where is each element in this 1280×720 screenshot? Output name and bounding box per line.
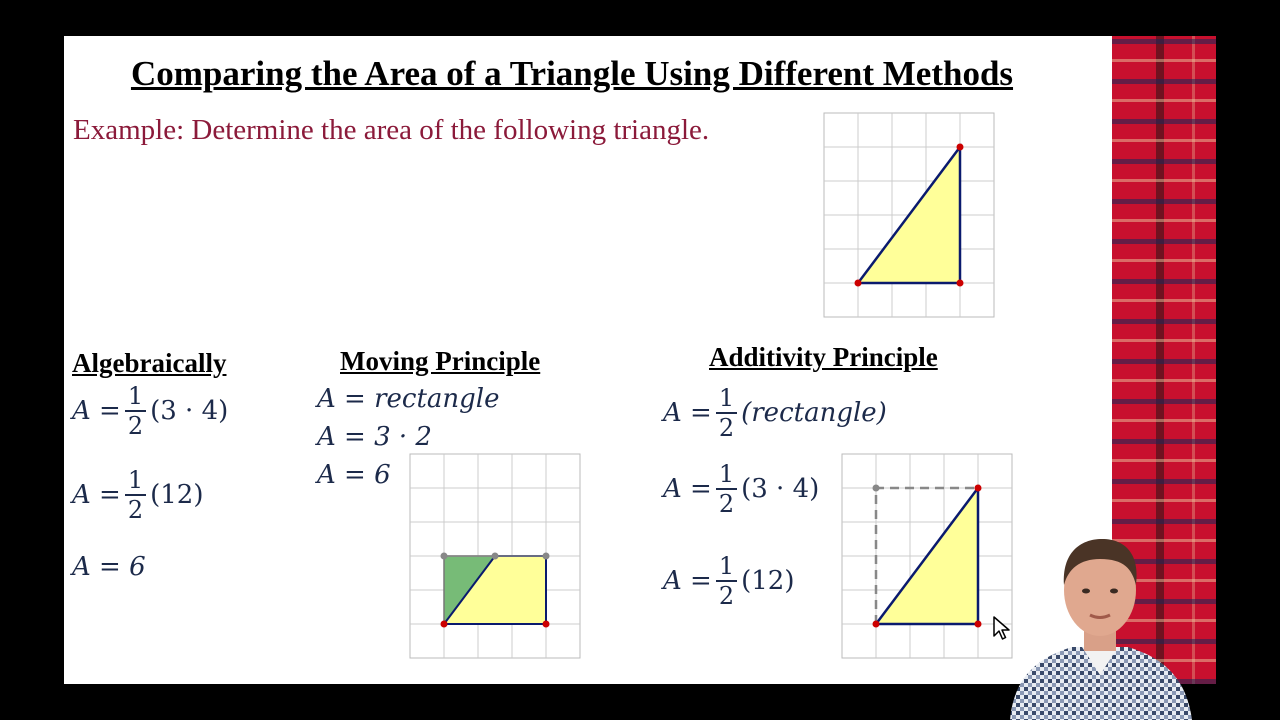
presenter-video: [1000, 535, 1200, 720]
math-lhs: A =: [663, 474, 712, 504]
algebraic-line-2: [72, 468, 203, 522]
fraction-one-half: $\frac{1}{2}$: [716, 386, 737, 440]
fraction-one-half: $\frac{1}{2}$: [716, 462, 737, 516]
math-line: A = 6: [317, 460, 391, 490]
math-lhs: A =: [663, 398, 712, 428]
heading-algebraically: Algebraically: [72, 348, 227, 378]
example-prompt: Example: Determine the area of the following triangle.: [73, 114, 710, 146]
moving-line-1: [317, 384, 500, 414]
slide-title: Comparing the Area of a Triangle Using Different Methods: [130, 54, 1014, 93]
vertex-point: [492, 553, 499, 560]
vertex-point: [975, 621, 982, 628]
heading-moving-principle: Moving Principle: [340, 346, 541, 376]
fraction-one-half: $\frac{1}{2}$: [125, 384, 146, 438]
math-rhs: (rectangle): [741, 398, 887, 428]
math-result: A = 6: [72, 552, 146, 582]
math-rhs: (12): [741, 566, 795, 596]
vertex-point: [957, 144, 964, 151]
additivity-line-2: [663, 462, 819, 516]
vertex-point: [873, 621, 880, 628]
fraction-one-half: $\frac{1}{2}$: [716, 554, 737, 608]
example-triangle-grid: [824, 113, 996, 317]
vertex-point: [441, 621, 448, 628]
vertex-point: [441, 553, 448, 560]
vertex-point: [975, 485, 982, 492]
moving-line-3: [317, 460, 391, 490]
additivity-line-3: [663, 554, 794, 608]
heading-additivity-principle: Additivity Principle: [709, 342, 938, 372]
math-lhs: A =: [72, 480, 121, 510]
math-line: A = rectangle: [317, 384, 500, 414]
math-line: A = 3 · 2: [317, 422, 432, 452]
vertex-point: [543, 553, 550, 560]
additivity-line-1: [663, 386, 887, 440]
vertex-point: [957, 280, 964, 287]
math-rhs: (12): [150, 480, 204, 510]
vertex-point: [855, 280, 862, 287]
vertex-point: [543, 621, 550, 628]
math-rhs: (3 · 4): [741, 474, 820, 504]
moving-principle-grid: [410, 454, 582, 660]
slide: [64, 36, 1112, 684]
math-lhs: A =: [72, 396, 121, 426]
math-lhs: A =: [663, 566, 712, 596]
algebraic-line-1: [72, 384, 228, 438]
vertex-point: [873, 485, 880, 492]
additivity-principle-grid: [842, 454, 1014, 660]
moving-line-2: [317, 422, 432, 452]
fraction-one-half: $\frac{1}{2}$: [125, 468, 146, 522]
algebraic-line-3: [72, 552, 146, 582]
math-rhs: (3 · 4): [150, 396, 229, 426]
